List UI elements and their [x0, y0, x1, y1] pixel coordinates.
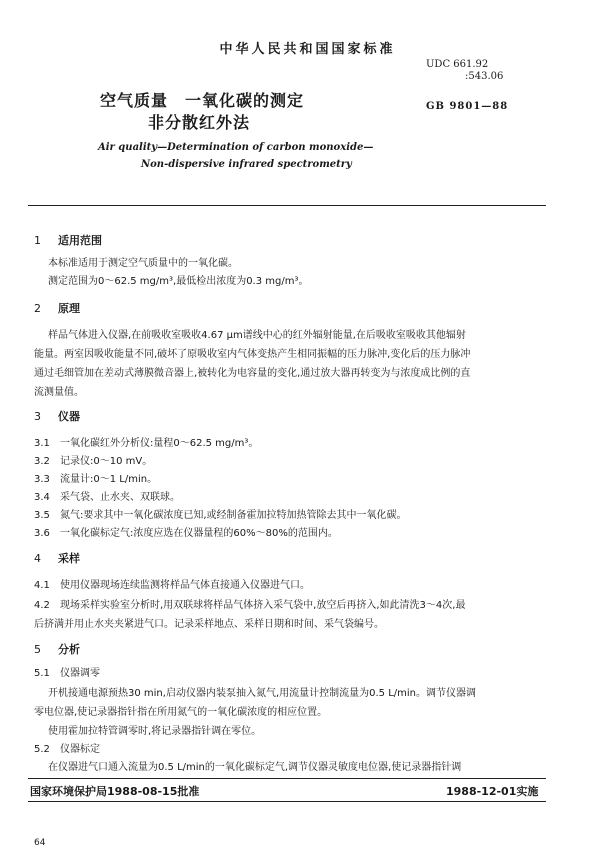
item-text: 采气袋、止水夹、双联球。: [60, 492, 180, 503]
page-number: 64: [34, 838, 46, 848]
section-number: 2: [34, 302, 41, 315]
udc-code-continued: :543.06: [465, 71, 504, 82]
header-divider: [28, 205, 546, 206]
item-number: 3.6: [34, 528, 50, 539]
section-number: 5: [34, 643, 41, 656]
item-number: 4.2: [34, 600, 50, 611]
subsection-5-1-line-3: 使用霍加拉特管调零时,将记录器指针调在零位。: [48, 726, 262, 737]
section-title: 采样: [58, 552, 80, 565]
document-title-line2: 非分散红外法: [148, 113, 251, 132]
section-title: 分析: [58, 643, 80, 656]
section-2-line-3: 通过毛细管加在差动式薄膜微音器上,被转化为电容量的变化,通过放大器再转变为与浓度成比例的直: [34, 368, 471, 379]
gb-standard-number: GB 9801—88: [426, 101, 509, 112]
section-number: 3: [34, 410, 41, 423]
subsection-5-2-line-1: 在仪器进气口通入流量为0.5 L/min的一氧化碳标定气,调节仪器灵敏度电位器,使记录器指针调: [48, 762, 462, 773]
subsection-5-1-line-1: 开机接通电源预热30 min,启动仪器内装泵抽入氮气,用流量计控制流量为0.5 L/min。调节仪器调: [48, 688, 476, 699]
item-number: 3.4: [34, 492, 50, 503]
item-number: 3.1: [34, 438, 50, 449]
item-number: 3.3: [34, 474, 50, 485]
effective-date: 1988-12-01实施: [446, 785, 539, 798]
section-2-line-4: 流测量值。: [34, 387, 84, 398]
section-1-paragraph-1: 本标准适用于测定空气质量中的一氧化碳。: [48, 258, 238, 269]
section-2-line-2: 能量。两室因吸收能量不同,破坏了原吸收室内气体变热产生相同振幅的压力脉冲,变化后的压力脉冲: [34, 349, 471, 360]
item-3-3: [34, 470, 157, 485]
footer-divider-bottom: [28, 801, 546, 802]
subsection-5-1-line-2: 零电位器,使记录器指针指在所用氮气的一氧化碳浓度的相应位置。: [34, 707, 328, 718]
item-number: 5.2: [34, 744, 50, 755]
standard-category-title: 中华人民共和国国家标准: [219, 42, 396, 57]
section-4-heading: [34, 550, 80, 566]
item-text: 记录仪:0～10 mV。: [60, 456, 153, 467]
section-title: 原理: [58, 302, 80, 315]
item-text: 现场采样实验室分析时,用双联球将样品气体挤入采气袋中,放空后再挤入,如此清洗3～4次,最: [60, 600, 466, 611]
item-3-1: [34, 434, 258, 449]
item-4-1: [34, 576, 310, 591]
subsection-5-1-heading: [34, 664, 100, 679]
item-number: 3.2: [34, 456, 50, 467]
item-text: 仪器调零: [60, 668, 100, 679]
item-text: 一氧化碳红外分析仪:量程0～62.5 mg/m³。: [60, 438, 259, 449]
item-4-2-continued: 后挤满并用止水夹夹紧进气口。记录采样地点、采样日期和时间、采气袋编号。: [34, 619, 384, 630]
english-title-line1: Air quality—Determination of carbon monoxide—: [98, 142, 374, 153]
item-4-2: [34, 596, 465, 611]
section-title: 适用范围: [58, 234, 102, 247]
section-2-line-1: 样品气体进入仪器,在前吸收室吸收4.67 μm谱线中心的红外辐射能量,在后吸收室吸收其他辐射: [48, 330, 466, 341]
item-text: 流量计:0～1 L/min。: [60, 474, 158, 485]
section-1-paragraph-2: 测定范围为0～62.5 mg/m³,最低检出浓度为0.3 mg/m³。: [48, 276, 309, 287]
section-5-heading: [34, 641, 80, 657]
approval-date: 国家环境保护局1988-08-15批准: [30, 785, 200, 798]
document-title-line1: 空气质量 一氧化碳的测定: [100, 91, 305, 110]
item-number: 5.1: [34, 668, 50, 679]
section-title: 仪器: [58, 410, 80, 423]
item-3-4: [34, 488, 180, 503]
item-number: 4.1: [34, 580, 50, 591]
item-3-6: [34, 524, 338, 539]
item-3-5: [34, 506, 407, 521]
english-title-line2: Non-dispersive infrared spectrometry: [141, 159, 352, 170]
footer-divider-top: [28, 778, 546, 779]
section-number: 4: [34, 552, 41, 565]
item-number: 3.5: [34, 510, 50, 521]
item-text: 氮气:要求其中一氧化碳浓度已知,或经制备霍加拉特加热管除去其中一氧化碳。: [60, 510, 407, 521]
subsection-5-2-heading: [34, 740, 100, 755]
item-text: 一氧化碳标定气:浓度应选在仪器量程的60%～80%的范围内。: [60, 528, 338, 539]
section-number: 1: [34, 234, 41, 247]
section-2-heading: [34, 300, 80, 316]
item-text: 仪器标定: [60, 744, 100, 755]
section-1-heading: [34, 232, 102, 248]
udc-code: UDC 661.92: [426, 59, 489, 70]
item-text: 使用仪器现场连续监测将样品气体直接通入仪器进气口。: [60, 580, 310, 591]
item-3-2: [34, 452, 152, 467]
section-3-heading: [34, 408, 80, 424]
